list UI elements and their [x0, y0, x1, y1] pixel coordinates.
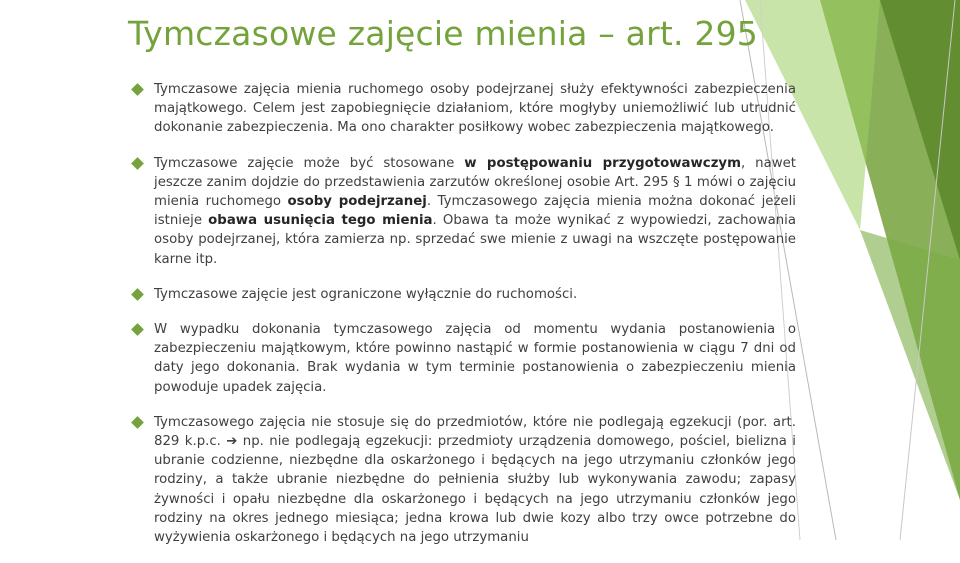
list-item [128, 413, 796, 547]
text-segment: . Obawa ta może wynikać z wypowiedzi, zachowania osoby podejrzanej, która zamierza np. sprzedać swe mienie z uwagi na wszczęte postępowanie karne itp. [154, 213, 796, 267]
bullet-text [154, 80, 796, 138]
bullet-text [154, 320, 796, 397]
diamond-bullet-icon [131, 288, 144, 301]
bullet-text [154, 154, 796, 269]
list-item [128, 285, 796, 304]
diamond-bullet-icon [131, 323, 144, 336]
text-segment: Tymczasowego zajęcia nie stosuje się do przedmiotów, które nie podlegają egzekucji (por. art. 829 k.p.c. ➔ np. nie podlegają egzekucji: przedmioty urządzenia domowego, pościel, bielizna i ubranie codzienne, niezbędne dla oskarżonego i będących na jego utrzymaniu członków jego rodziny, a także ubranie niezbędne do pełnienia służby lub wykonywania zawodu; zapasy żywności i opału niezbędne dla oskarżonego i będących na jego utrzymaniu członków jego rodziny na okres jednego miesiąca; jedna krowa lub dwie kozy albo trzy owce potrzebne do wyżywienia oskarżonego i będących na jego utrzymaniu [154, 414, 796, 546]
text-segment: , nawet jeszcze zanim dojdzie do przedstawienia zarzutów określonej osobie Art. 295 § 1 mówi o zajęciu mienia ruchomego [154, 155, 796, 210]
bold-text: w postępowaniu przygotowawczym [464, 155, 741, 171]
bullet-text [154, 285, 796, 304]
text-segment: Tymczasowe zajęcie może być stosowane [154, 155, 465, 171]
text-segment: . Tymczasowego zajęcia mienia można dokonać jeżeli istnieje [154, 194, 797, 229]
list-item [128, 80, 796, 138]
text-segment: Tymczasowe zajęcie jest ograniczone wyłącznie do ruchomości. [154, 286, 578, 302]
green-facet-mid [860, 230, 960, 500]
list-item [128, 154, 796, 269]
bullet-text [154, 413, 796, 547]
text-segment: W wypadku dokonania tymczasowego zajęcia od momentu wydania postanowienia o zabezpieczeniu majątkowym, które powinno nastąpić w formie postanowienia w ciągu 7 dni od daty jego dokonania. Brak wydania w tym terminie postanowienia o zabezpieczeniu mienia powoduje upadek zajęcia. [154, 322, 796, 395]
list-item [128, 320, 796, 397]
bullet-list [128, 80, 796, 563]
slide-title: Tymczasowe zajęcie mienia – art. 295 [128, 14, 758, 53]
diamond-bullet-icon [131, 83, 144, 96]
text-segment: Tymczasowe zajęcia mienia ruchomego osoby podejrzanej służy efektywności zabezpieczenia majątkowego. Celem jest zapobiegnięcie działaniom, które mogłyby uniemożliwić lub utrudnić dokonanie zabezpieczenia. Ma ono charakter posiłkowy wobec zabezpieczenia majątkowego. [154, 82, 796, 136]
bold-text: obawa usunięcia tego mienia [208, 213, 433, 229]
diamond-bullet-icon [131, 157, 144, 170]
diamond-bullet-icon [131, 416, 144, 429]
bold-text: osoby podejrzanej [287, 194, 427, 210]
